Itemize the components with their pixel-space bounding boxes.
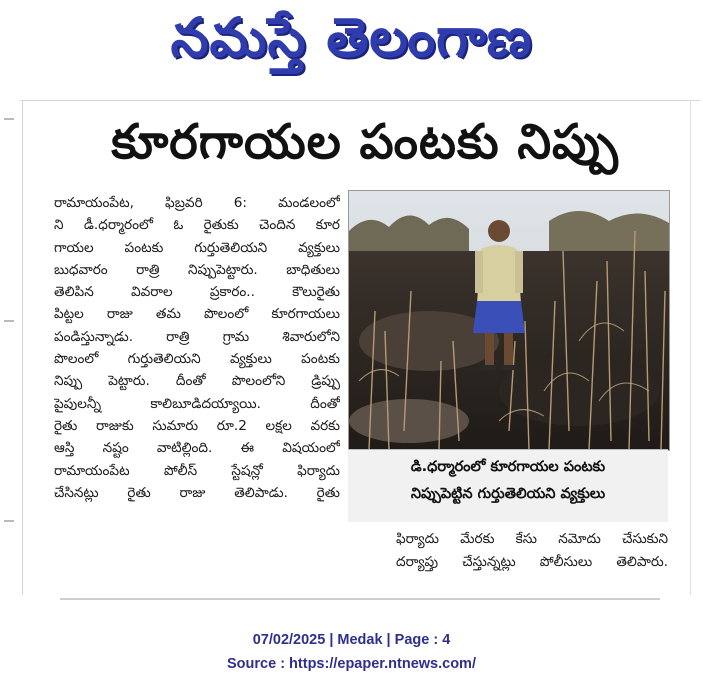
body-line: పైపులన్నీ కాలిబూడిదయ్యాయి. దీంతో [54,395,340,412]
article-continuation [396,528,668,574]
footer-date-edition: 07/02/2025 | Medak | Page : 4 [252,632,451,648]
masthead [0,0,703,90]
body-line: రైతు రాజుకు సుమారు రూ.2 లక్షల వరకు [54,417,340,434]
footer [0,628,703,676]
body-line: పిట్టల రాజు తమ పొలంలో కూరగాయలు [54,306,340,323]
body-line: పొలంలో గుర్తుతెలియని వ్యక్తులు పంటకు [54,351,340,368]
body-line: రామాయంపేట పోలీస్ స్టేషన్లో ఫిర్యాదు [54,462,340,479]
photo-caption [348,449,668,522]
left-margin-strip [0,100,23,595]
body-line: తెలిపిన వివరాల ప్రకారం.. కౌలురైతు [54,284,340,301]
bottom-divider [60,598,660,600]
body-line: రామాయంపేట, ఫిబ్రవరి 6: మండలంలో [54,195,340,211]
continuation-line: ఫిర్యాదు మేరకు కేసు నమోదు చేసుకుని [396,531,668,547]
article-headline [40,114,690,184]
headline-text: కూరగాయల పంటకు నిప్పు [111,114,619,170]
body-line: ఆస్తి నష్టం వాటిల్లింది. ఈ విషయంలో [54,440,340,457]
caption-line: డి.ధర్మారంలో కూరగాయల పంటకు [410,459,606,475]
body-line: ని డీ.ధర్మారంలో ఓ రైతుకు చెందిన కూర [54,217,340,234]
article-body [54,192,340,504]
body-line: గాయల పంటకు గుర్తుతెలియని వ్యక్తులు [54,239,340,256]
news-photo [348,190,670,451]
body-line: నిప్పు పెట్టారు. దీంతో పొలంలోని డ్రిప్పు [54,373,340,390]
body-line: చేసినట్లు రైతు రాజు తెలిపాడు. రైతు [54,484,340,501]
body-line: బుధవారం రాత్రి నిప్పుపెట్టారు. బాధితులు [54,261,340,278]
top-divider [20,100,700,101]
footer-source: Source : https://epaper.ntnews.com/ [227,656,476,672]
continuation-line: దర్యాప్తు చేస్తున్నట్లు పోలీసులు తెలిపారు. [396,554,668,570]
right-margin-strip [690,100,703,595]
body-line: పండిస్తున్నాడు. రాత్రి గ్రామ శివారులోని [54,328,340,345]
masthead-title: నమస్తే తెలంగాణ [170,6,533,69]
caption-line: నిప్పుపెట్టిన గుర్తుతెలియని వ్యక్తులు [410,486,606,502]
